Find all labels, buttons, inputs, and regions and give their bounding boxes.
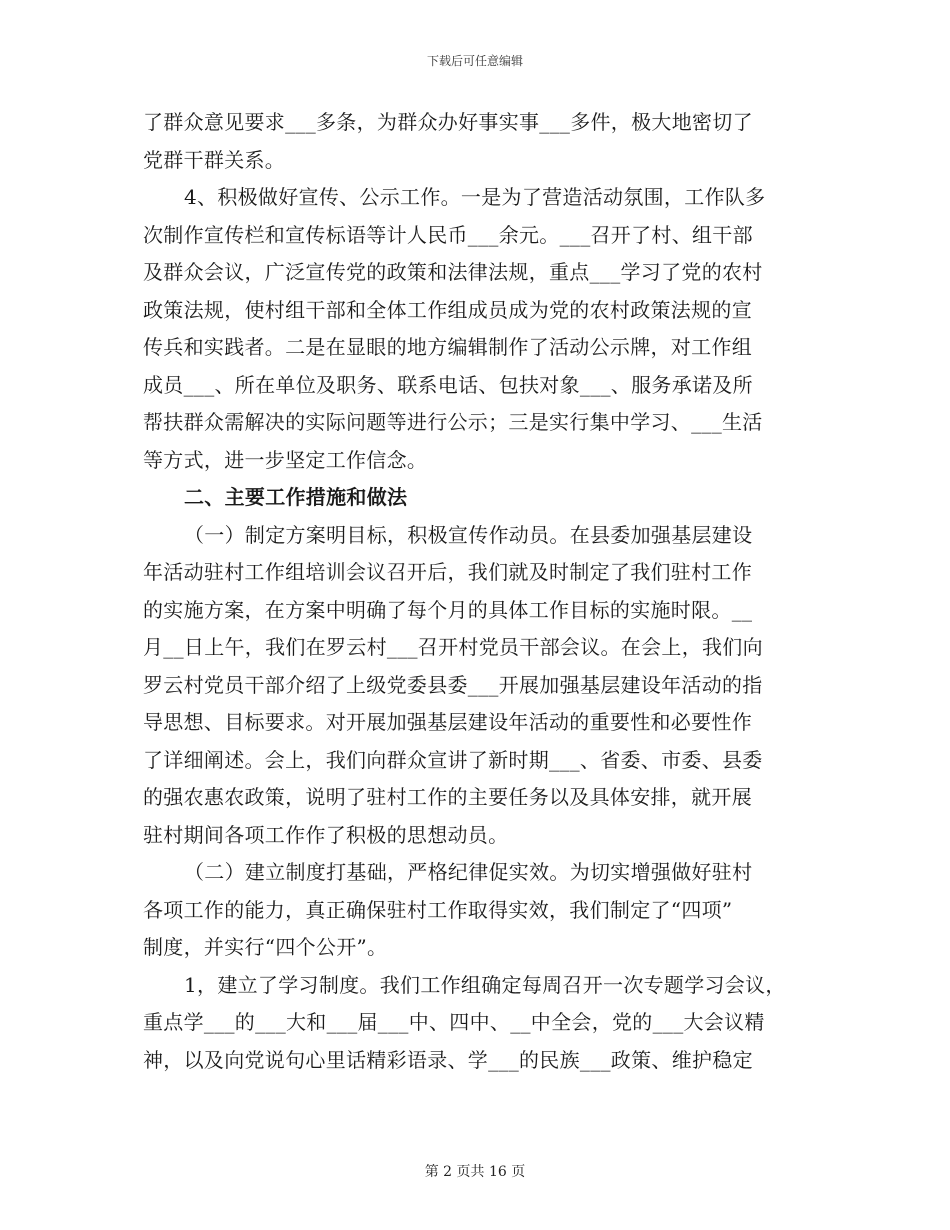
text-line: 了详细阐述。会上，我们向群众宣讲了新时期___、省委、市委、县委 bbox=[143, 747, 763, 772]
text-line: （二）建立制度打基础，严格纪律促实效。为切实增强做好驻村 bbox=[184, 860, 753, 884]
text-line: （一）制定方案明目标，积极宣传作动员。在县委加强基层建设 bbox=[184, 522, 753, 547]
text-line: 及群众会议，广泛宣传党的政策和法律法规，重点___学习了党的农村 bbox=[143, 260, 763, 284]
text-line: 年活动驻村工作组培训会议召开后，我们就及时制定了我们驻村工作 bbox=[143, 560, 752, 584]
text-line: 的强农惠农政策，说明了驻村工作的主要任务以及具体安排，就开展 bbox=[143, 785, 752, 809]
text-line: 各项工作的能力，真正确保驻村工作取得实效，我们制定了“四项” bbox=[143, 897, 733, 922]
text-line: 月__日上午，我们在罗云村___召开村党员干部会议。在会上，我们向 bbox=[143, 635, 763, 659]
text-line: 导思想、目标要求。对开展加强基层建设年活动的重要性和必要性作 bbox=[143, 710, 752, 734]
text-line: 罗云村党员干部介绍了上级党委县委___开展加强基层建设年活动的指 bbox=[143, 672, 763, 697]
text-line: 政策法规，使村组干部和全体工作组成员成为党的农村政策法规的宣 bbox=[143, 297, 752, 322]
text-line: 重点学___的___大和___届___中、四中、__中全会，党的___大会议精 bbox=[143, 1010, 765, 1034]
text-line: 成员___、所在单位及职务、联系电话、包扶对象___、服务承诺及所 bbox=[143, 372, 753, 397]
document-body bbox=[143, 104, 808, 1079]
text-line: 等方式，进一步坚定工作信念。 bbox=[143, 447, 428, 472]
text-line: 次制作宣传栏和宣传标语等计人民币___余元。___召开了村、组干部 bbox=[143, 222, 753, 247]
text-line: 1，建立了学习制度。我们工作组确定每周召开一次专题学习会议， bbox=[184, 972, 786, 997]
page-header: 下载后可任意编辑 bbox=[426, 54, 523, 68]
text-line: 党群干群关系。 bbox=[143, 147, 286, 172]
text-line: 帮扶群众需解决的实际问题等进行公示；三是实行集中学习、___生活 bbox=[143, 410, 763, 434]
text-line: 神，以及向党说句心里话精彩语录、学___的民族___政策、维护稳定 bbox=[143, 1047, 753, 1072]
section-heading: 二、主要工作措施和做法 bbox=[184, 485, 408, 509]
page-footer: 第 2 页共 16 页 bbox=[424, 1164, 526, 1180]
text-line: 的实施方案，在方案中明确了每个月的具体工作目标的实施时限。__ bbox=[143, 597, 753, 622]
text-line: 制度，并实行“四个公开”。 bbox=[143, 935, 388, 959]
text-line: 4、积极做好宣传、公示工作。一是为了营造活动氛围，工作队多 bbox=[184, 185, 766, 209]
text-line: 驻村期间各项工作作了积极的思想动员。 bbox=[143, 822, 509, 847]
text-line: 了群众意见要求___多条，为群众办好事实事___多件，极大地密切了 bbox=[143, 110, 753, 134]
text-line: 传兵和实践者。二是在显眼的地方编辑制作了活动公示牌，对工作组 bbox=[143, 335, 752, 359]
